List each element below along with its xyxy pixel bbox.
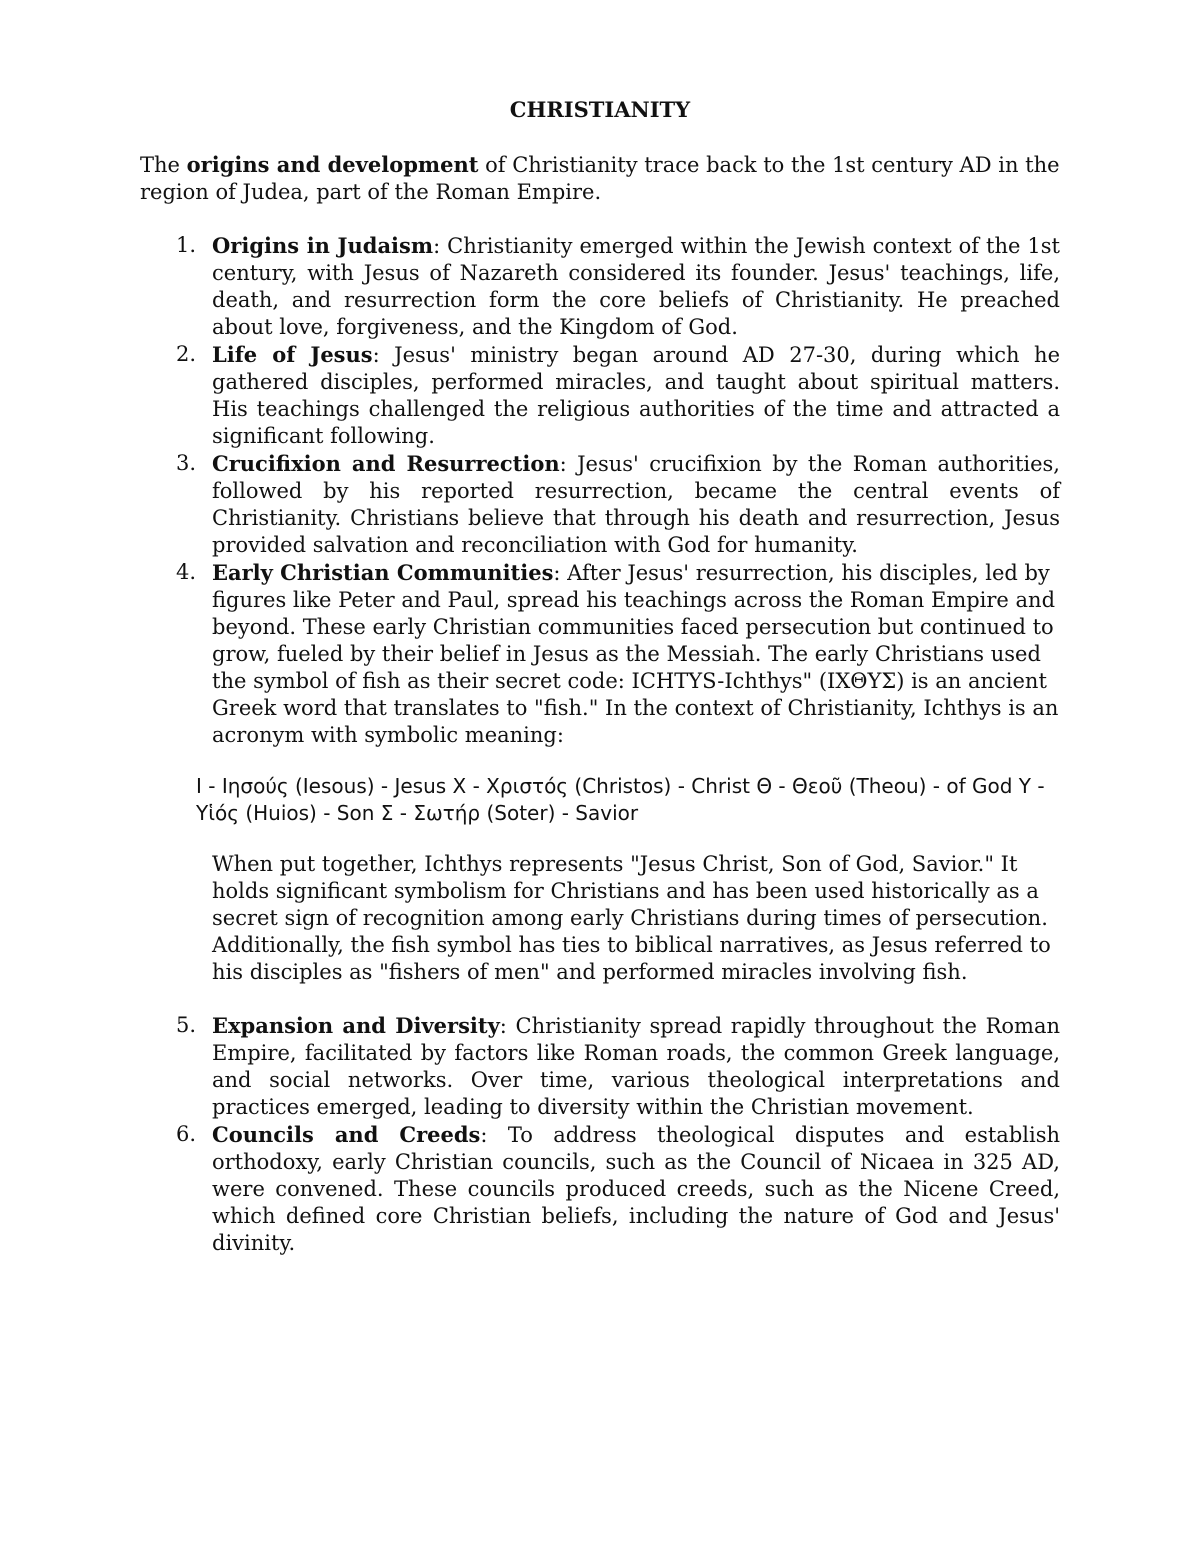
list-item bbox=[140, 1121, 1060, 1257]
list-item bbox=[140, 559, 1060, 749]
item-number: 2. bbox=[176, 342, 197, 366]
item-text: : Jesus' crucifixion by the Roman authorities, followed by his reported resurrection, became the central events of Christianity. Christians believe that through his death and resurrection, Jesus provided salvation and reconciliation with God for humanity. bbox=[212, 452, 1060, 557]
item-heading: Life of Jesus bbox=[212, 342, 373, 367]
intro-bold: origins and development bbox=[186, 152, 479, 177]
item-number: 3. bbox=[176, 451, 197, 475]
intro-pre: The bbox=[140, 153, 187, 177]
ichthys-paragraph: When put together, Ichthys represents "Jesus Christ, Son of God, Savior." It holds significant symbolism for Christians and has been used historically as a secret sign of recognition among early Christians during times of persecution. Additionally, the fish symbol has ties to biblical narratives, as Jesus referred to his disciples as "fishers of men" and performed miracles involving fish. bbox=[212, 852, 1051, 984]
item-heading: Crucifixion and Resurrection bbox=[212, 451, 560, 476]
item-number: 5. bbox=[176, 1013, 197, 1037]
item-text: : Jesus' ministry began around AD 27-30, during which he gathered disciples, performed miracles, and taught about spiritual matters. His teachings challenged the religious authorities of the time and attracted a significant following. bbox=[212, 343, 1060, 448]
list-item bbox=[140, 341, 1060, 450]
item-heading: Origins in Judaism bbox=[212, 233, 434, 258]
ichthys-acronym: Ι - Ιησούς (Iesous) - Jesus Χ - Χριστός (Christos) - Christ Θ - Θεοῦ (Theou) - of God Υ - Υἱός (Huios) - Son Σ - Σωτήρ (Soter) - Savior bbox=[196, 774, 1045, 825]
item-text: : Christianity emerged within the Jewish context of the 1st century, with Jesus of Nazareth considered its founder. Jesus' teachings, life, death, and resurrection form the core beliefs of Christianity. He preached about love, forgiveness, and the Kingdom of God. bbox=[212, 234, 1060, 339]
list-item bbox=[140, 450, 1060, 559]
intro-post: of Christianity trace back to the 1st century AD in the region of Judea, part of the Roman Empire. bbox=[140, 153, 1060, 204]
document-title: CHRISTIANITY bbox=[509, 97, 691, 122]
list-item bbox=[140, 1012, 1060, 1121]
numbered-list bbox=[140, 232, 1060, 749]
item-heading: Expansion and Diversity bbox=[212, 1013, 500, 1038]
intro-paragraph bbox=[140, 151, 1060, 206]
numbered-list-continued bbox=[140, 1012, 1060, 1257]
item-text: : To address theological disputes and establish orthodoxy, early Christian councils, such as the Council of Nicaea in 325 AD, were convened. These councils produced creeds, such as the Nicene Creed, which defined core Christian beliefs, including the nature of God and Jesus' divinity. bbox=[212, 1123, 1061, 1255]
item-text: : After Jesus' resurrection, his disciples, led by figures like Peter and Paul, spread his teachings across the Roman Empire and beyond. These early Christian communities faced persecution but continued to grow, fueled by their belief in Jesus as the Messiah. The early Christians used the symbol of fish as their secret code: ICHTYS-Ichthys" (ΙΧΘΥΣ) is an ancient Greek word that translates to "fish." In the context of Christianity, Ichthys is an acronym with symbolic meaning: bbox=[212, 561, 1059, 747]
item-number: 1. bbox=[176, 233, 197, 257]
item-text: : Christianity spread rapidly throughout the Roman Empire, facilitated by factors like Roman roads, the common Greek language, and social networks. Over time, various theological interpretations and practices emerged, leading to diversity within the Christian movement. bbox=[212, 1014, 1060, 1119]
item-number: 6. bbox=[176, 1122, 197, 1146]
item-heading: Early Christian Communities bbox=[212, 560, 554, 585]
item-heading: Councils and Creeds bbox=[212, 1122, 481, 1147]
item-number: 4. bbox=[176, 560, 197, 584]
list-item bbox=[140, 232, 1060, 341]
document-page bbox=[140, 96, 1060, 1257]
